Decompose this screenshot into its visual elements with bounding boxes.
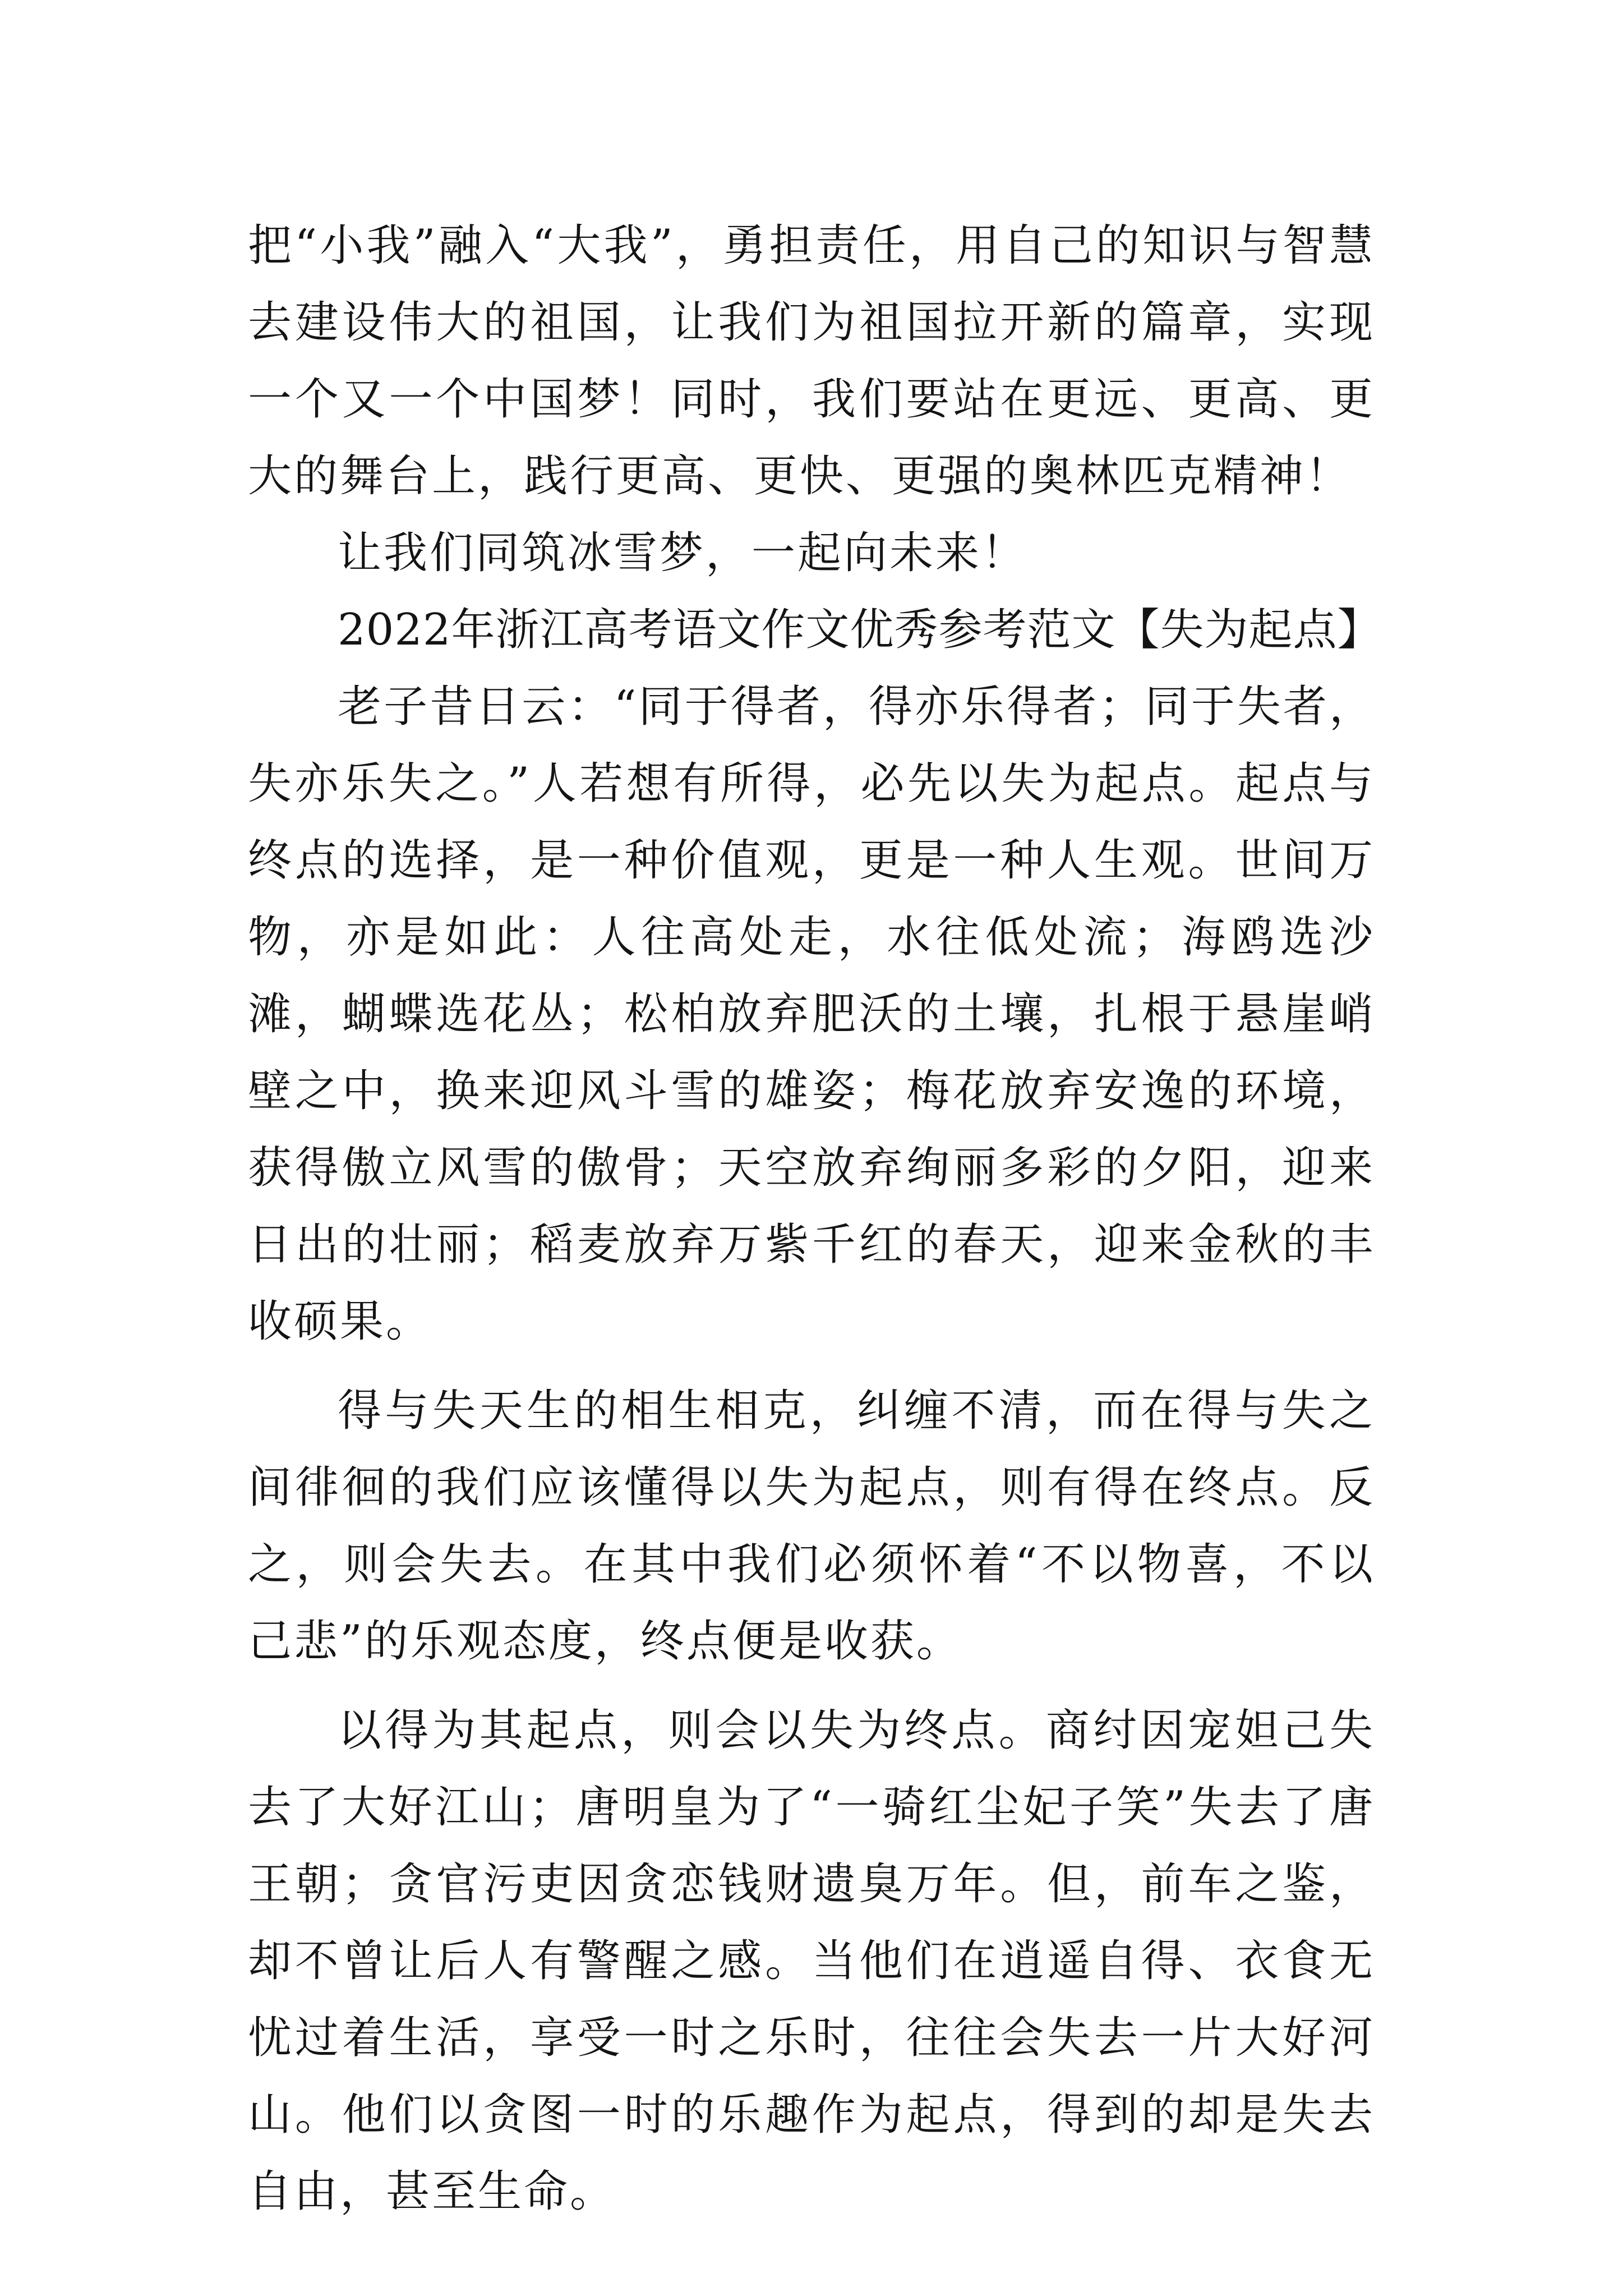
closing-line: 让我们同筑冰雪梦，一起向未来！ (338, 528, 1028, 578)
essay-paragraph: 以得为其起点，则会以失为终点。商纣因宠妲己失去了大好江山；唐明皇为了“一骑红尘妃子笑”失去了唐王朝；贪官污吏因贪恋钱财遗臭万年。但，前车之鉴，却不曾让后人有警醒之感。当他们在逍遥自得、衣食无忧过着生活，享受一时之乐时，往往会失去一片大好河山。他们以贪图一时的乐趣作为起点，得到的却是失去自由，甚至生命。 (248, 1705, 1375, 2217)
document-body (248, 208, 1382, 2230)
essay-paragraph: 得与失天生的相生相克，纠缠不清，而在得与失之间徘徊的我们应该懂得以失为起点，则有得在终点。反之，则会失去。在其中我们必须怀着“不以物喜，不以己悲”的乐观态度，终点便是收获。 (248, 1386, 1375, 1667)
essay-paragraph: 老子昔日云：“同于得者，得亦乐得者；同于失者，失亦乐失之。”人若想有所得，必先以失为起点。起点与终点的选择，是一种价值观，更是一种人生观。世间万物，亦是如此：人往高处走，水往低处流；海鸥选沙滩，蝴蝶选花丛；松柏放弃肥沃的土壤，扎根于悬崖峭壁之中，换来迎风斗雪的雄姿；梅花放弃安逸的环境，获得傲立风雪的傲骨；天空放弃绚丽多彩的夕阳，迎来日出的壮丽；稻麦放弃万紫千红的春天，迎来金秋的丰收硕果。 (248, 682, 1375, 1347)
essay-title: 2022年浙江高考语文作文优秀参考范文【失为起点】 (338, 605, 1382, 655)
continuation-paragraph: 把“小我”融入“大我”，勇担责任，用自己的知识与智慧去建设伟大的祖国，让我们为祖国拉开新的篇章，实现一个又一个中国梦！同时，我们要站在更远、更高、更大的舞台上，践行更高、更快、更强的奥林匹克精神！ (248, 220, 1375, 501)
